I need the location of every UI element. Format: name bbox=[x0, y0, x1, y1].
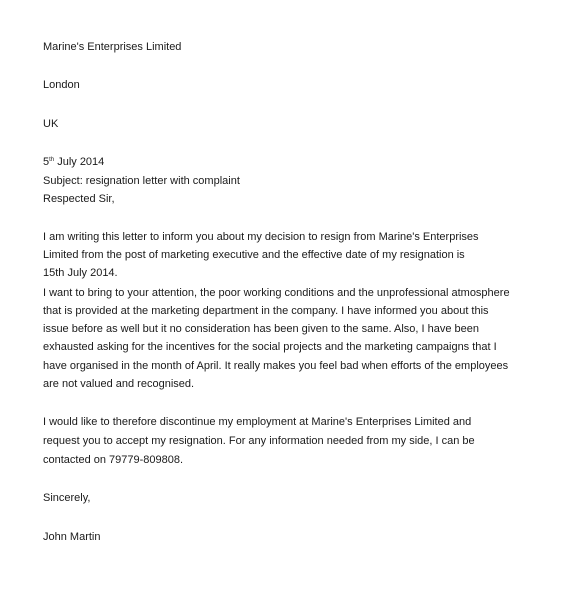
paragraph-2-line: have organised in the month of April. It really makes you feel bad when efforts of the employees bbox=[43, 360, 509, 372]
sender-country: UK bbox=[43, 118, 59, 130]
paragraph-2-line: that is provided at the marketing department in the company. I have informed you about this bbox=[43, 305, 489, 317]
date-suffix: th bbox=[49, 157, 55, 163]
paragraph-1-line: 15th July 2014. bbox=[43, 267, 118, 279]
date-month-year: July 2014 bbox=[54, 156, 105, 168]
date-day: 5 bbox=[43, 156, 50, 168]
paragraph-3-line: I would like to therefore discontinue my employment at Marine's Enterprises Limited and bbox=[43, 416, 472, 428]
salutation: Respected Sir, bbox=[43, 193, 115, 205]
sender-city: London bbox=[43, 79, 80, 91]
paragraph-2-line: exhausted asking for the incentives for the social projects and the marketing campaigns that I bbox=[43, 341, 497, 353]
paragraph-1-line: I am writing this letter to inform you about my decision to resign from Marine's Enterprises bbox=[43, 231, 479, 243]
paragraph-2-line: are not valued and recognised. bbox=[43, 378, 195, 390]
signature-name: John Martin bbox=[43, 531, 101, 543]
paragraph-3-line: request you to accept my resignation. For any information needed from my side, I can be bbox=[43, 435, 475, 447]
paragraph-1-line: Limited from the post of marketing executive and the effective date of my resignation is bbox=[43, 249, 465, 261]
letter-subject: Subject: resignation letter with complaint bbox=[43, 175, 240, 187]
sender-company: Marine's Enterprises Limited bbox=[43, 41, 182, 53]
paragraph-3-line: contacted on 79779-809808. bbox=[43, 454, 184, 466]
paragraph-2-line: I want to bring to your attention, the poor working conditions and the unprofessional atmosphere bbox=[43, 287, 510, 299]
letter-date bbox=[43, 156, 104, 169]
paragraph-2-line: issue before as well but it no consideration has been given to the same. Also, I have been bbox=[43, 323, 479, 335]
closing: Sincerely, bbox=[43, 492, 91, 504]
